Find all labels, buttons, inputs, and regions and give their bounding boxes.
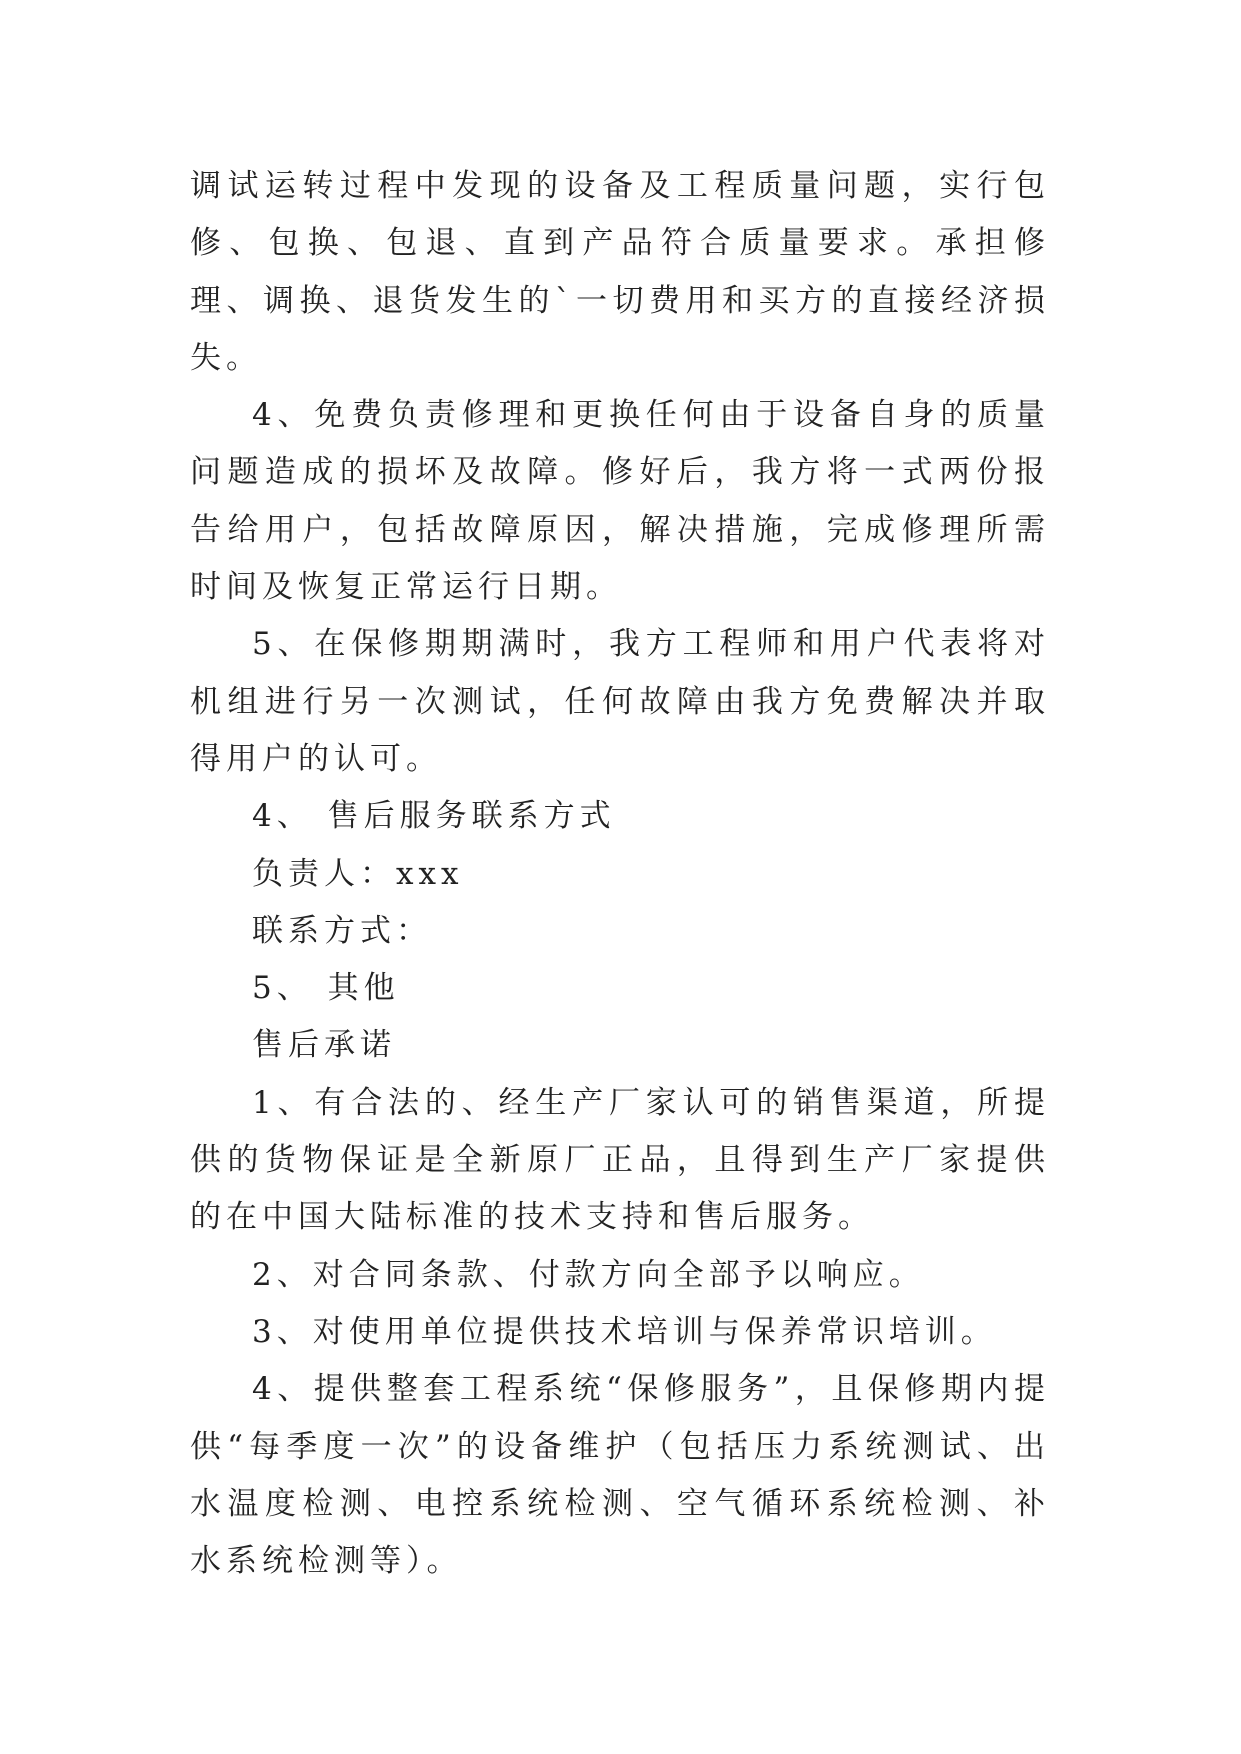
paragraph-item-4-free-repair: 4、免费负责修理和更换任何由于设备自身的质量问题造成的损坏及故障。修好后，我方将一式两份报告给用户，包括故障原因，解决措施，完成修理所需时间及恢复正常运行日期。: [190, 397, 1050, 606]
section-heading-other: 5、 其他: [252, 970, 400, 1007]
section-heading-contact: 4、 售后服务联系方式: [252, 798, 616, 835]
document-body: [190, 158, 1050, 1590]
commitment-item-1: 1、有合法的、经生产厂家认可的销售渠道，所提供的货物保证是全新原厂正品，且得到生产厂家提供的在中国大陆标准的技术支持和售后服务。: [190, 1084, 1050, 1236]
contact-person: 负责人：xxx: [252, 855, 464, 892]
contact-method: 联系方式：: [252, 912, 432, 949]
paragraph-item-5-warranty-expiry: 5、在保修期期满时，我方工程师和用户代表将对机组进行另一次测试，任何故障由我方免费解决并取得用户的认可。: [190, 626, 1050, 777]
commitment-item-4: 4、提供整套工程系统“保修服务”，且保修期内提供“每季度一次”的设备维护（包括压力系统测试、出水温度检测、电控系统检测、空气循环系统检测、补水系统检测等）。: [190, 1371, 1050, 1580]
commitment-item-2: 2、对合同条款、付款方向全部予以响应。: [252, 1256, 925, 1293]
paragraph-warranty-repair: 调试运转过程中发现的设备及工程质量问题，实行包修、包换、包退、直到产品符合质量要求。承担修理、调换、退货发生的`一切费用和买方的直接经济损失。: [190, 168, 1050, 376]
subheading-after-sales-commitment: 售后承诺: [252, 1027, 396, 1064]
commitment-item-3: 3、对使用单位提供技术培训与保养常识培训。: [252, 1313, 997, 1350]
